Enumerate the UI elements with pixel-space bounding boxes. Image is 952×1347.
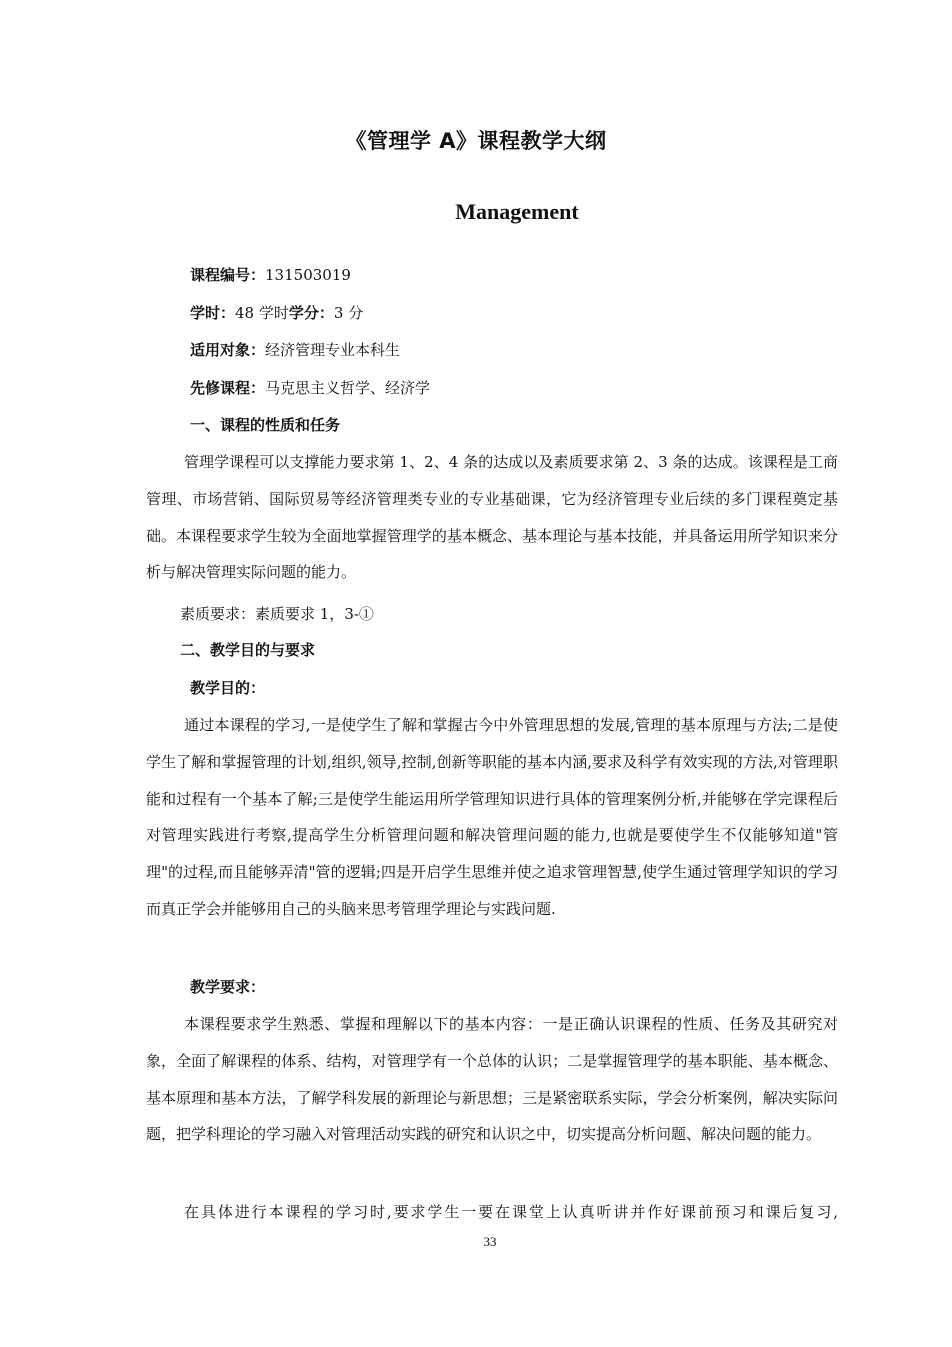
audience-label: 适用对象： bbox=[190, 341, 266, 359]
prerequisite-label: 先修课程： bbox=[190, 379, 266, 397]
hours-value: 48 学时 bbox=[235, 304, 289, 322]
course-code-label: 课程编号： bbox=[190, 266, 266, 284]
credits-value: 3 分 bbox=[333, 304, 364, 322]
course-code-line bbox=[190, 264, 351, 286]
section1-heading: 一、课程的性质和任务 bbox=[190, 416, 341, 434]
course-code-value: 131503019 bbox=[265, 266, 351, 284]
requirement-paragraph: 本课程要求学生熟悉、掌握和理解以下的基本内容：一是正确认识课程的性质、任务及其研究对象，全面了解课程的体系、结构，对管理学有一个总体的认识；二是掌握管理学的基本职能、基本概念、基本原理和基本方法，了解学科发展的新理论与新思想；三是紧密联系实际，学会分析案例，解决实际问题，把学科理论的学习融入对管理活动实践的研究和认识之中，切实提高分析问题、解决问题的能力。 bbox=[146, 1015, 838, 1144]
quality-requirement: 素质要求：素质要求 1，3-① bbox=[180, 605, 374, 623]
document-subtitle: Management bbox=[455, 199, 579, 224]
section2-heading: 二、教学目的与要求 bbox=[180, 641, 316, 659]
hours-label: 学时： bbox=[190, 304, 236, 322]
audience-line bbox=[190, 339, 400, 361]
credits-label: 学分： bbox=[288, 304, 334, 322]
prerequisite-value: 马克思主义哲学、经济学 bbox=[265, 379, 431, 397]
hours-credits-line bbox=[190, 302, 363, 324]
study-requirement-line: 在具体进行本课程的学习时,要求学生一要在课堂上认真听讲并作好课前预习和课后复习, bbox=[184, 1203, 838, 1221]
prerequisite-line bbox=[190, 377, 430, 399]
document-title: 《管理学 A》课程教学大纲 bbox=[345, 129, 607, 153]
audience-value: 经济管理专业本科生 bbox=[265, 341, 401, 359]
purpose-heading: 教学目的： bbox=[190, 679, 266, 697]
page-number: 33 bbox=[483, 1234, 497, 1249]
requirement-heading: 教学要求： bbox=[190, 978, 266, 996]
purpose-paragraph: 通过本课程的学习,一是使学生了解和掌握古今中外管理思想的发展,管理的基本原理与方法;二是使学生了解和掌握管理的计划,组织,领导,控制,创新等职能的基本内涵,要求及科学有效实现的方法,对管理职能和过程有一个基本了解;三是使学生能运用所学管理知识进行具体的管理案例分析,并能够在学完课程后对管理实践进行考察,提高学生分析管理问题和解决管理问题的能力,也就是要使学生不仅能够知道"管理"的过程,而且能够弄清"管的逻辑;四是开启学生思维并使之追求管理智慧,使学生通过管理学知识的学习而真正学会并能够用自己的头脑来思考管理学理论与实践问题. bbox=[146, 716, 838, 918]
section1-paragraph: 管理学课程可以支撑能力要求第 1、2、4 条的达成以及素质要求第 2、3 条的达成。该课程是工商管理、市场营销、国际贸易等经济管理类专业的专业基础课，它为经济管理专业后续的多门课程奠定基础。本课程要求学生较为全面地掌握管理学的基本概念、基本理论与基本技能，并具备运用所学知识来分析与解决管理实际问题的能力。 bbox=[146, 453, 838, 582]
